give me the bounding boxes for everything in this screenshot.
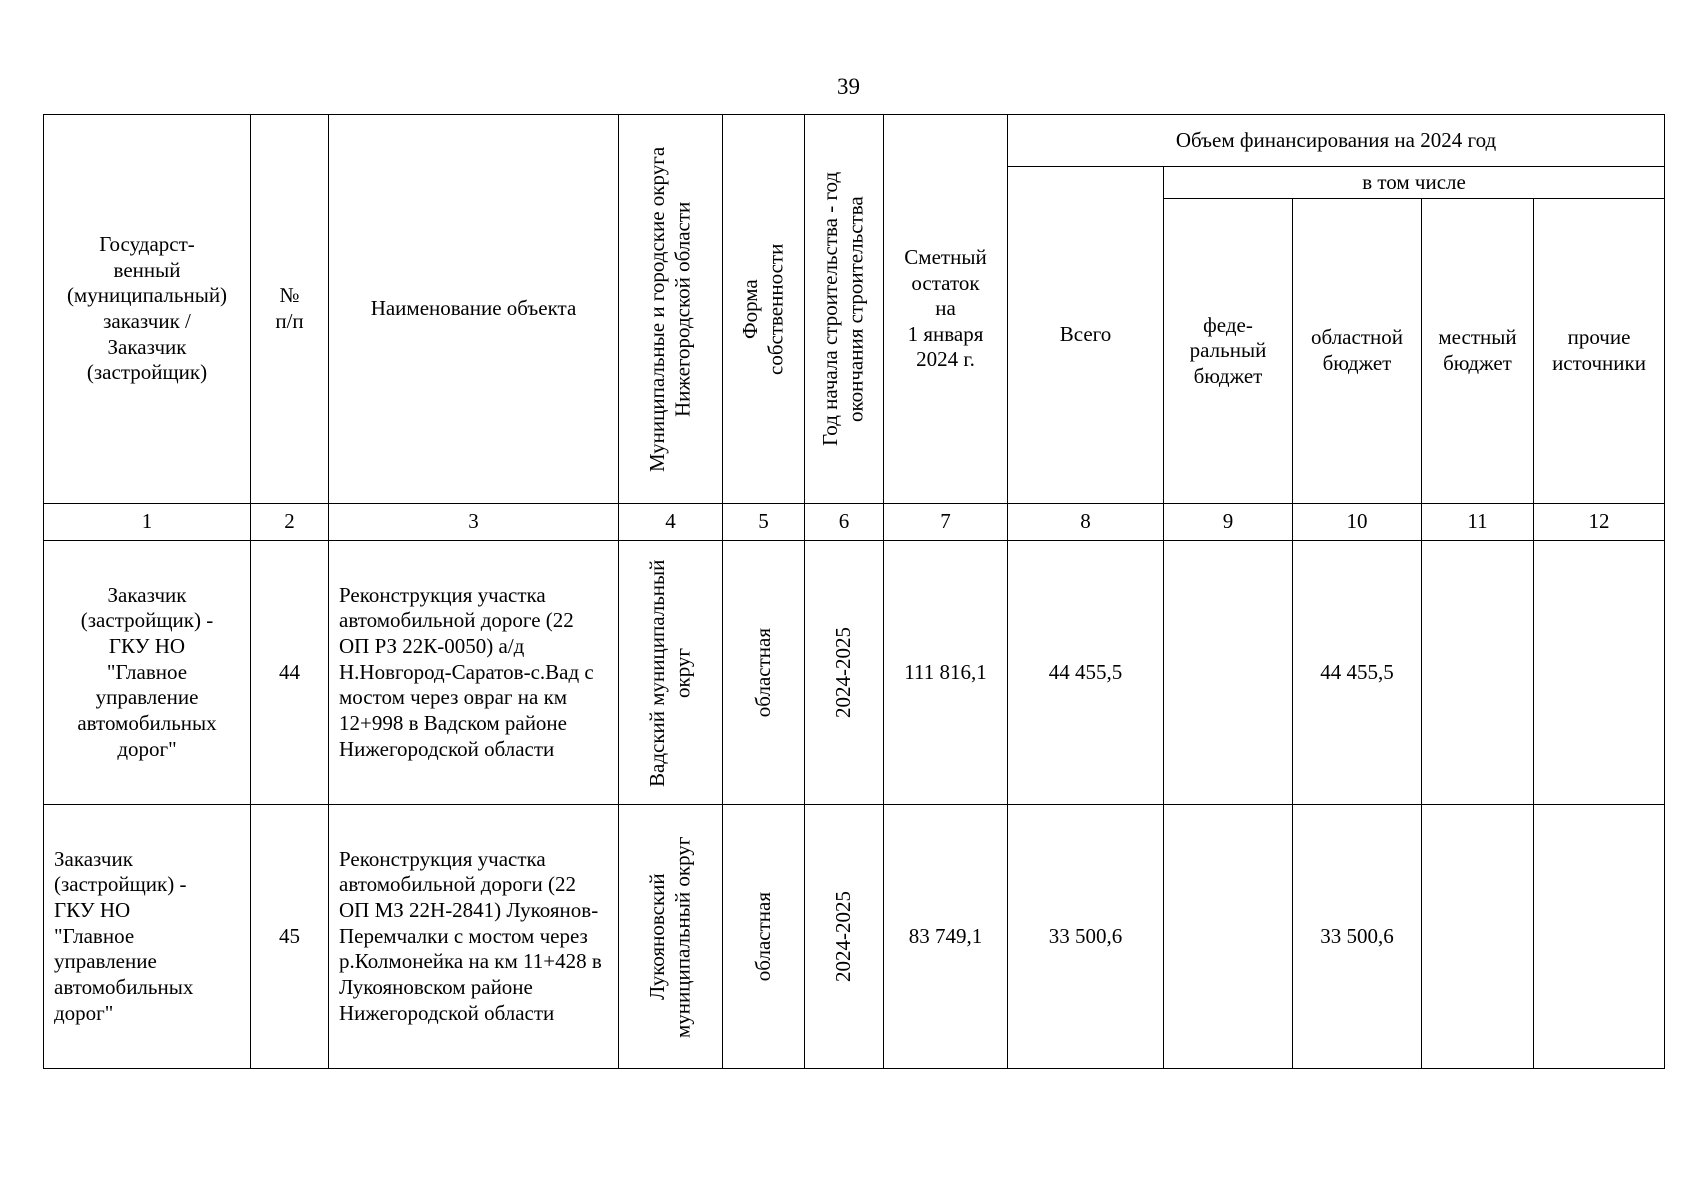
header-object-name: Наименование объекта [329, 115, 619, 504]
row-other [1534, 541, 1665, 805]
header-years-text: Год начала строительства - год окончания строительства [818, 171, 868, 447]
header-municipality-text: Муниципальные и городские округа Нижегородской области [644, 146, 695, 472]
header-federal: феде- ральный бюджет [1164, 199, 1293, 504]
column-number: 4 [619, 504, 723, 541]
row-customer: Заказчик (застройщик) - ГКУ НО "Главное управление автомобильных дорог" [44, 805, 251, 1069]
header-estimate: Сметный остаток на 1 января 2024 г. [884, 115, 1008, 504]
column-number: 12 [1534, 504, 1665, 541]
header-other: прочие источники [1534, 199, 1665, 504]
row-municipality-text: Вадский муниципальный округ [644, 558, 695, 787]
row-local [1422, 805, 1534, 1069]
row-total: 33 500,6 [1008, 805, 1164, 1069]
financing-table [43, 114, 1665, 1069]
column-number: 5 [723, 504, 805, 541]
row-federal [1164, 541, 1293, 805]
row-municipality [619, 805, 723, 1069]
column-number: 8 [1008, 504, 1164, 541]
header-ownership-text: Форма собственности [737, 243, 788, 375]
row-municipality-text: Лукояновский муниципальный округ [644, 835, 695, 1038]
row-object-name: Реконструкция участка автомобильной дороге (22 ОП РЗ 22К-0050) а/д Н.Новгород-Саратов-с.Вад с мостом через овраг на км 12+998 в Вадском районе Нижегородской области [329, 541, 619, 805]
row-ownership-text: областная [750, 627, 775, 718]
row-years-text: 2024-2025 [831, 891, 856, 982]
column-number: 6 [805, 504, 884, 541]
header-local: местный бюджет [1422, 199, 1534, 504]
column-number: 9 [1164, 504, 1293, 541]
column-number: 7 [884, 504, 1008, 541]
header-municipality [619, 115, 723, 504]
column-number-row [44, 504, 1665, 541]
header-number: № п/п [251, 115, 329, 504]
row-estimate: 83 749,1 [884, 805, 1008, 1069]
header-total: Всего [1008, 167, 1164, 504]
row-number: 44 [251, 541, 329, 805]
column-number: 11 [1422, 504, 1534, 541]
header-regional: областной бюджет [1293, 199, 1422, 504]
row-local [1422, 541, 1534, 805]
row-ownership [723, 805, 805, 1069]
row-ownership [723, 541, 805, 805]
row-municipality [619, 541, 723, 805]
header-ownership [723, 115, 805, 504]
column-number: 2 [251, 504, 329, 541]
header-financing: Объем финансирования на 2024 год [1008, 115, 1665, 167]
row-number: 45 [251, 805, 329, 1069]
page-number: 39 [837, 74, 860, 99]
header-customer: Государст- венный (муниципальный) заказчик / Заказчик (застройщик) [44, 115, 251, 504]
row-other [1534, 805, 1665, 1069]
header-including: в том числе [1164, 167, 1665, 199]
column-number: 1 [44, 504, 251, 541]
table-row [44, 541, 1665, 805]
row-customer: Заказчик (застройщик) - ГКУ НО "Главное управление автомобильных дорог" [44, 541, 251, 805]
row-years-text: 2024-2025 [831, 627, 856, 718]
row-years [805, 541, 884, 805]
row-regional: 33 500,6 [1293, 805, 1422, 1069]
row-total: 44 455,5 [1008, 541, 1164, 805]
column-number: 10 [1293, 504, 1422, 541]
row-object-name: Реконструкция участка автомобильной дороги (22 ОП МЗ 22Н-2841) Лукоянов-Перемчалки с мостом через р.Колмонейка на км 11+428 в Лукояновском районе Нижегородской области [329, 805, 619, 1069]
table-row [44, 805, 1665, 1069]
column-number: 3 [329, 504, 619, 541]
row-estimate: 111 816,1 [884, 541, 1008, 805]
row-years [805, 805, 884, 1069]
row-regional: 44 455,5 [1293, 541, 1422, 805]
row-ownership-text: областная [750, 891, 775, 982]
header-years [805, 115, 884, 504]
row-federal [1164, 805, 1293, 1069]
